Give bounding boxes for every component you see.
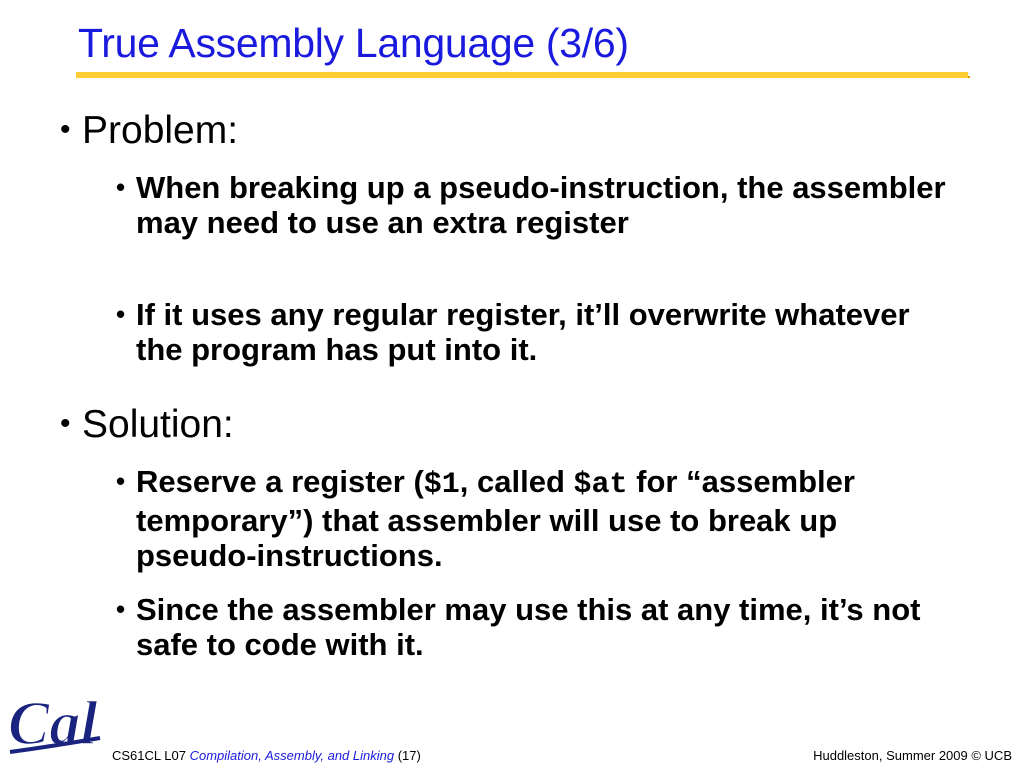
sub-bullet-text: Since the assembler may use this at any time, it’s not safe to code with it. xyxy=(136,592,921,662)
bullet-solution xyxy=(60,402,234,447)
bullet-dot: • xyxy=(60,113,71,146)
title-rule xyxy=(76,72,968,78)
text-segment: for “assembler temporary”) that assembler will use to break up pseudo-instructions. xyxy=(136,464,855,573)
bullet-dot: • xyxy=(116,466,126,496)
footer-credit: Huddleston, Summer 2009 © UCB xyxy=(813,748,1012,763)
sub-bullet-text: When breaking up a pseudo-instruction, the assembler may need to use an extra register xyxy=(136,170,946,240)
sub-bullet xyxy=(116,170,956,240)
sub-bullet xyxy=(116,464,956,573)
footer-topic: Compilation, Assembly, and Linking xyxy=(189,748,395,763)
footer-page: (17) xyxy=(397,748,421,763)
sub-bullet xyxy=(116,297,956,367)
sub-bullet-text xyxy=(116,464,956,573)
bullet-heading: Solution: xyxy=(82,403,234,446)
bullet-dot: • xyxy=(116,299,126,329)
code-register-1: $1 xyxy=(423,468,460,502)
sub-bullet xyxy=(116,592,956,662)
bullet-dot: • xyxy=(116,594,126,624)
code-register-at: $at xyxy=(573,468,628,502)
bullet-dot: • xyxy=(60,407,71,440)
bullet-heading: Problem: xyxy=(82,109,239,152)
text-segment: , called xyxy=(459,464,574,499)
bullet-dot: • xyxy=(116,172,126,202)
cal-logo xyxy=(4,688,104,760)
slide-title: True Assembly Language (3/6) xyxy=(78,20,629,66)
text-segment: Reserve a register ( xyxy=(136,464,424,499)
sub-bullet-text: If it uses any regular register, it’ll overwrite whatever the program has put into it. xyxy=(136,297,910,367)
bullet-problem xyxy=(60,108,238,153)
cal-logo-text: Cal xyxy=(8,690,98,758)
footer-course: CS61CL L07 xyxy=(112,748,186,763)
footer-left xyxy=(112,748,421,763)
